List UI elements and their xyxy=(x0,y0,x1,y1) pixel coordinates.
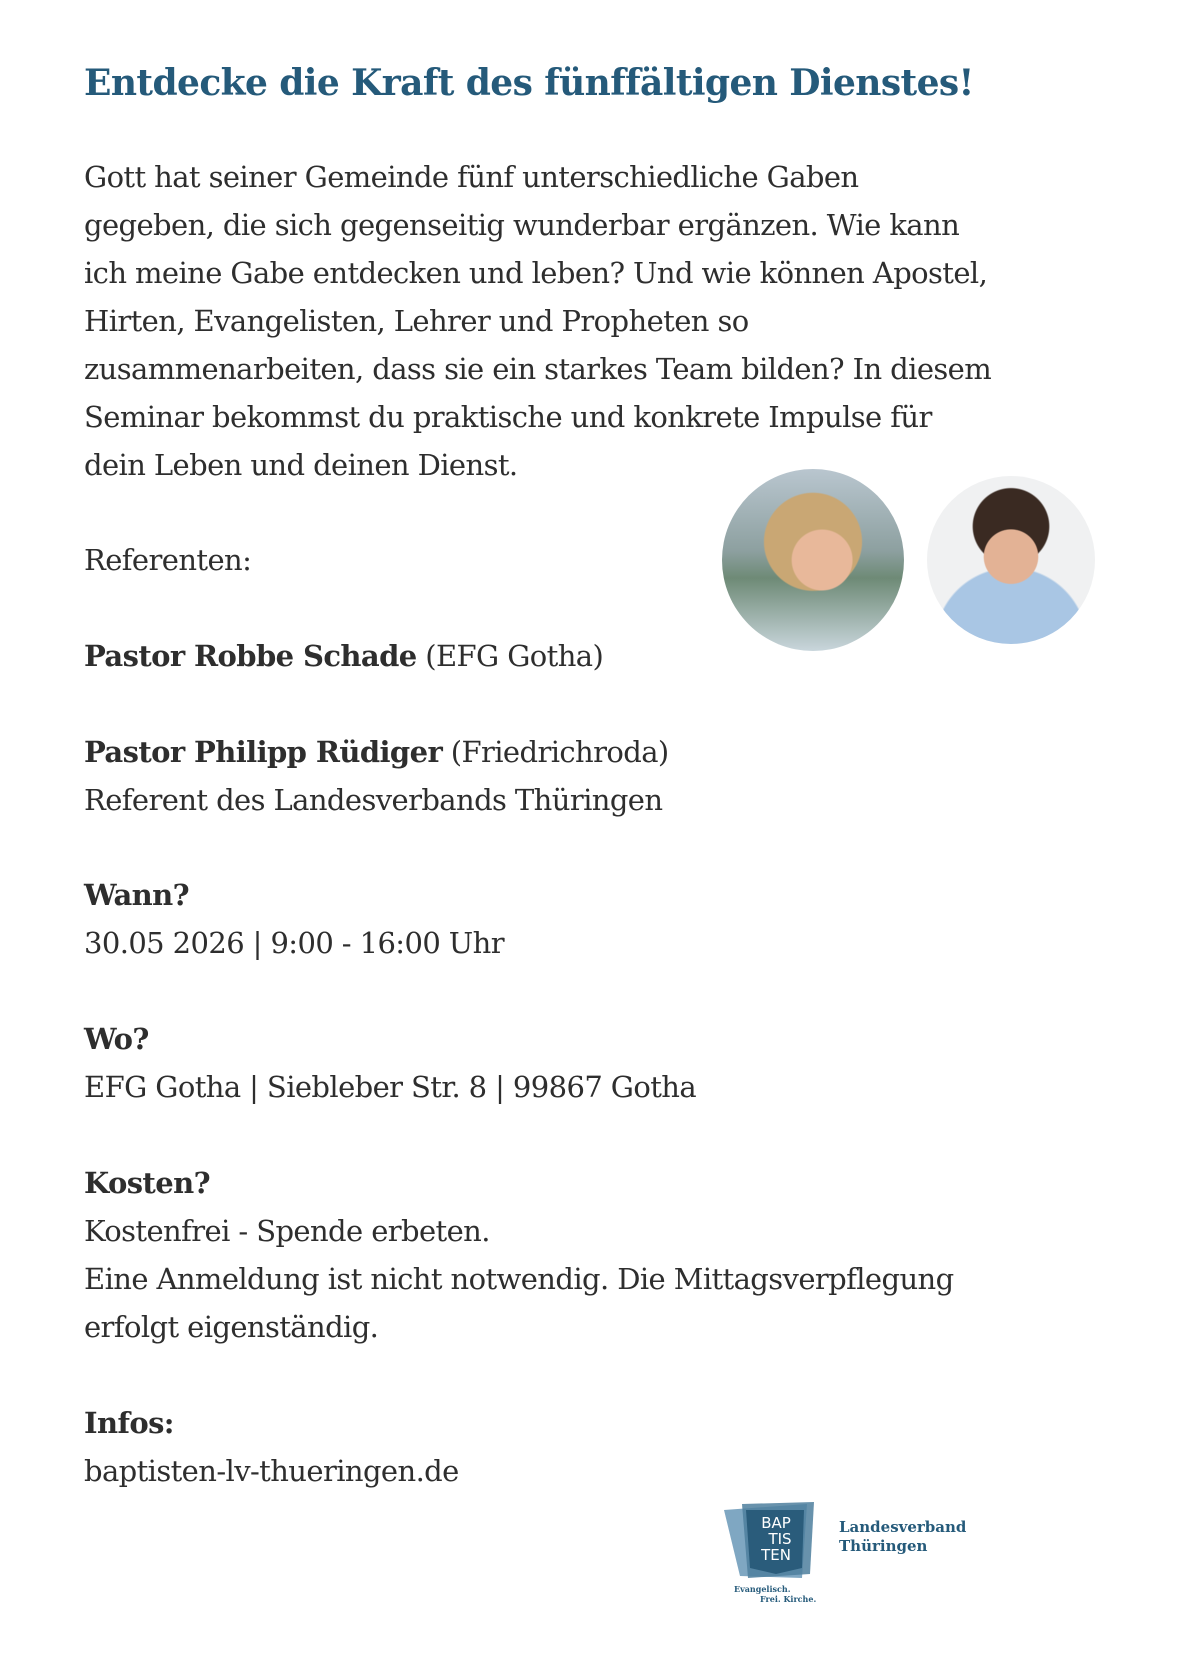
speaker-place: (Friedrichroda) xyxy=(442,735,669,769)
intro-paragraph xyxy=(84,153,991,489)
when-value: 30.05 2026 | 9:00 - 16:00 Uhr xyxy=(84,926,504,960)
speaker-place: (EFG Gotha) xyxy=(416,639,604,673)
org-name-line: Thüringen xyxy=(839,1537,928,1555)
info-link[interactable]: baptisten-lv-thueringen.de xyxy=(84,1454,459,1488)
org-name-line: Landesverband xyxy=(839,1518,967,1536)
logo-mark-text: TIS xyxy=(768,1530,792,1548)
logo-tagline: Frei. Kirche. xyxy=(760,1594,817,1604)
baptisten-logo-mark xyxy=(722,1498,832,1608)
intro-line: zusammenarbeiten, dass sie ein starkes Team bilden? In diesem xyxy=(84,352,992,386)
info-label: Infos: xyxy=(84,1406,174,1440)
speaker-robbe-schade xyxy=(84,632,603,680)
where-label: Wo? xyxy=(84,1022,149,1056)
intro-line: gegeben, die sich gegenseitig wunderbar ergänzen. Wie kann xyxy=(84,208,960,242)
when-label: Wann? xyxy=(84,878,189,912)
intro-line: Hirten, Evangelisten, Lehrer und Propheten so xyxy=(84,304,749,338)
speaker-photo-philipp-ruediger xyxy=(927,476,1095,644)
speakers-label: Referenten: xyxy=(84,543,252,577)
speaker-photo-robbe-schade xyxy=(722,469,904,651)
intro-line: dein Leben und deinen Dienst. xyxy=(84,448,518,482)
intro-line: Gott hat seiner Gemeinde fünf unterschiedliche Gaben xyxy=(84,160,859,194)
intro-line: ich meine Gabe entdecken und leben? Und wie können Apostel, xyxy=(84,256,988,290)
speaker-name: Pastor Robbe Schade xyxy=(84,639,417,673)
org-name xyxy=(839,1518,966,1556)
page-title: Entdecke die Kraft des fünffältigen Dienstes! xyxy=(84,62,974,104)
cost-label: Kosten? xyxy=(84,1166,210,1200)
logo-mark-text: TEN xyxy=(761,1546,791,1564)
intro-line: Seminar bekommst du praktische und konkrete Impulse für xyxy=(84,400,932,434)
logo-mark-text: BAP xyxy=(761,1514,791,1532)
speaker-philipp-ruediger xyxy=(84,728,669,776)
where-value: EFG Gotha | Siebleber Str. 8 | 99867 Gotha xyxy=(84,1070,697,1104)
logo-tagline: Evangelisch. xyxy=(734,1584,791,1594)
speaker-role: Referent des Landesverbands Thüringen xyxy=(84,783,663,817)
cost-line: erfolgt eigenständig. xyxy=(84,1310,379,1344)
cost-line: Eine Anmeldung ist nicht notwendig. Die Mittagsverpflegung xyxy=(84,1262,954,1296)
cost-line: Kostenfrei - Spende erbeten. xyxy=(84,1214,490,1248)
baptisten-logo xyxy=(722,1498,832,1608)
speaker-name: Pastor Philipp Rüdiger xyxy=(84,735,443,769)
